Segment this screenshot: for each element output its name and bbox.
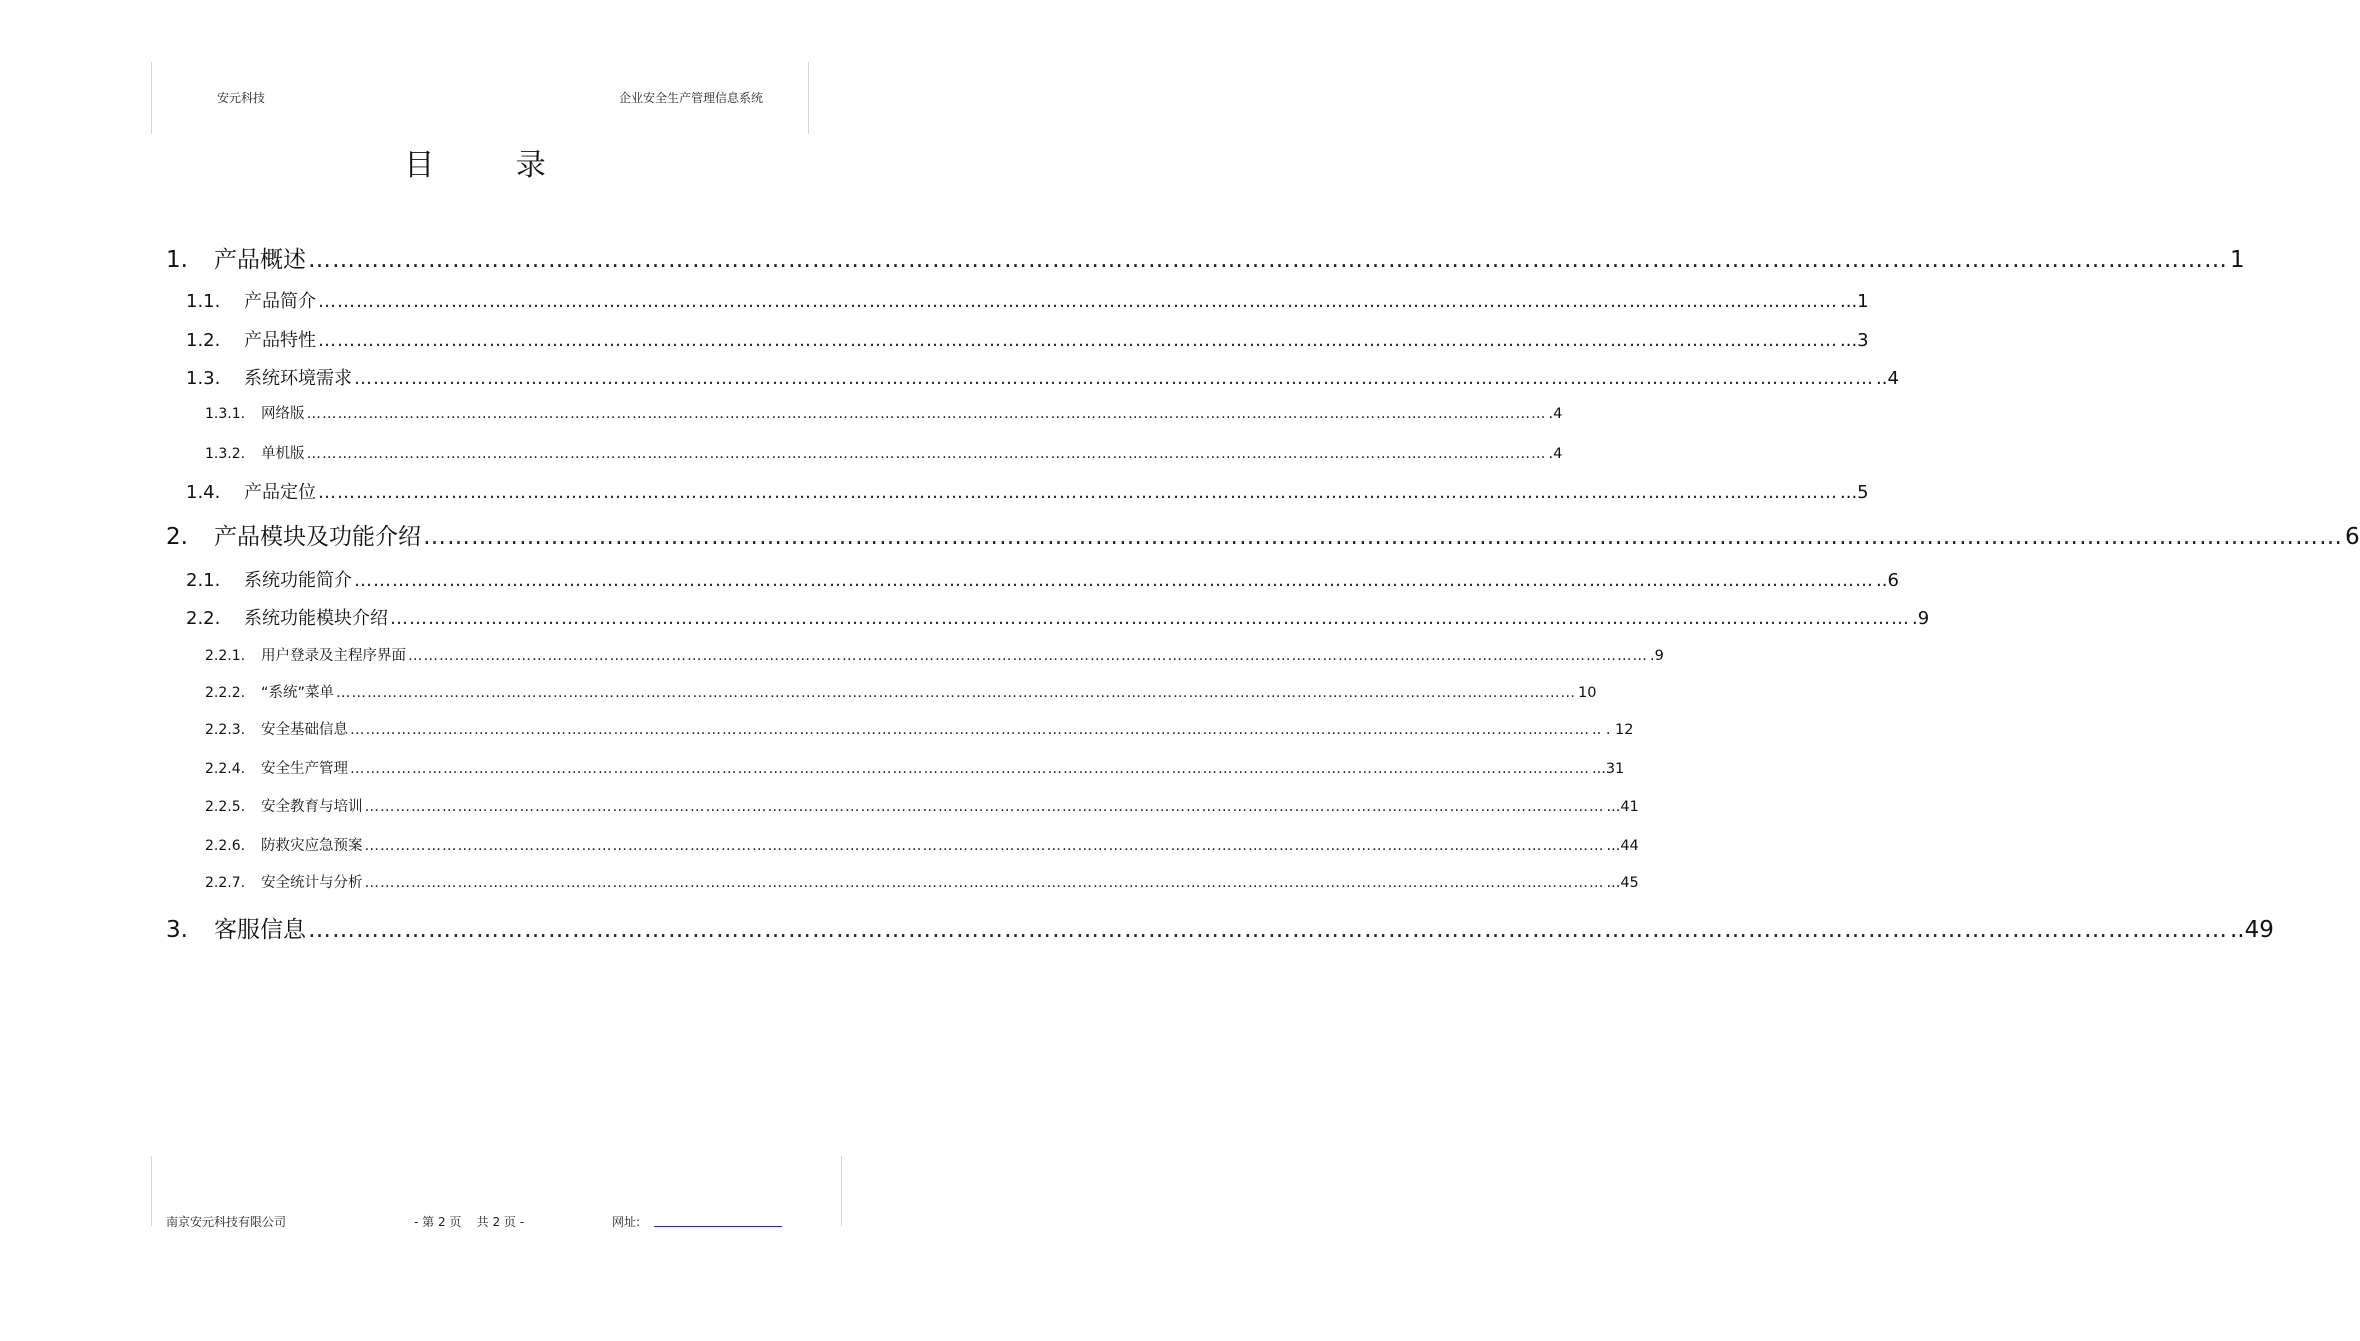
toc-entry-title: “系统”菜单 <box>261 685 335 701</box>
toc-entry[interactable] <box>186 326 1869 354</box>
toc-entry-page: ...31 <box>1592 761 1625 777</box>
toc-entry[interactable] <box>205 871 1639 895</box>
toc-entry-number: 2.2.7. <box>205 875 246 891</box>
toc-entry-page: ...5 <box>1840 482 1869 503</box>
toc-entry[interactable] <box>186 478 1869 506</box>
toc-entry[interactable] <box>205 795 1639 819</box>
toc-entry-number: 2.2.4. <box>205 761 246 777</box>
toc-dot-leader: …………………………………………………………………………………………………………………………………………………………………………………………………………………… <box>350 722 1590 738</box>
toc-entry-page: ...41 <box>1606 799 1639 815</box>
toc-entry-title: 系统环境需求 <box>244 368 352 389</box>
toc-entry-title: 产品模块及功能介绍 <box>214 524 421 550</box>
toc-dot-leader: …………………………………………………………………………………………………………………………………………………………………………………………………………………… <box>364 838 1605 854</box>
toc-entry-page: 10 <box>1578 685 1597 701</box>
toc-dot-leader: …………………………………………………………………………………………………………………………………………………………………………………………………………………… <box>306 446 1547 462</box>
toc-entry-page: 6 <box>2345 524 2360 550</box>
toc-entry[interactable] <box>205 834 1639 858</box>
toc-entry-title: 产品特性 <box>244 330 316 351</box>
toc-entry[interactable] <box>205 757 1625 781</box>
toc-entry-title: 系统功能模块介绍 <box>244 608 388 629</box>
toc-entry-page: ...1 <box>1840 291 1869 312</box>
toc-entry-page: ..4 <box>1876 368 1899 389</box>
toc-dot-leader: …………………………………………………………………………………………………………………………………………………………………………………………………………………… <box>354 570 1874 591</box>
toc-entry-number: 2.2.6. <box>205 838 246 854</box>
toc-entry[interactable] <box>205 718 1634 742</box>
footer-company: 南京安元科技有限公司 <box>166 1215 287 1229</box>
toc-entry[interactable] <box>205 442 1563 466</box>
toc-entry-number: 2.2.5. <box>205 799 246 815</box>
toc-entry-title: 单机版 <box>261 446 305 462</box>
toc-entry[interactable] <box>166 241 2245 275</box>
toc-entry-number: 1. <box>166 247 188 273</box>
toc-dot-leader: …………………………………………………………………………………………………………………………………………………………………………………………………………………… <box>306 406 1547 422</box>
website-link[interactable] <box>654 1226 782 1227</box>
footer-page-info: - 第 2 页 共 2 页 - <box>414 1215 525 1229</box>
toc-dot-leader: …………………………………………………………………………………………………………………………………………………………………………………………………………………… <box>354 368 1874 389</box>
toc-entry-number: 2.2.1. <box>205 648 246 664</box>
toc-dot-leader: …………………………………………………………………………………………………………………………………………………………………………………………………………………… <box>308 917 2228 943</box>
toc-entry-number: 1.4. <box>186 482 221 503</box>
toc-entry[interactable] <box>186 364 1899 392</box>
toc-entry-number: 2.2. <box>186 608 221 629</box>
toc-entry-page: .. . 12 <box>1592 722 1634 738</box>
toc-entry-title: 防救灾应急预案 <box>261 838 363 854</box>
toc-entry-title: 安全统计与分析 <box>261 875 363 891</box>
toc-entry-number: 1.3. <box>186 368 221 389</box>
toc-entry-number: 2.1. <box>186 570 221 591</box>
toc-entry-title: 产品简介 <box>244 291 316 312</box>
toc-entry-page: .4 <box>1548 446 1563 462</box>
toc-entry-number: 2. <box>166 524 188 550</box>
toc-entry-title: 网络版 <box>261 406 305 422</box>
page-title: 目 录 <box>404 148 582 183</box>
toc-entry-page: ...44 <box>1606 838 1639 854</box>
toc-entry-number: 2.2.3. <box>205 722 246 738</box>
toc-entry[interactable] <box>186 287 1869 315</box>
toc-entry-title: 产品定位 <box>244 482 316 503</box>
toc-entry[interactable] <box>205 644 1664 668</box>
toc-entry-number: 3. <box>166 917 188 943</box>
toc-dot-leader: …………………………………………………………………………………………………………………………………………………………………………………………………………………… <box>364 799 1605 815</box>
toc-entry[interactable] <box>186 604 1930 632</box>
toc-entry-title: 安全基础信息 <box>261 722 348 738</box>
toc-dot-leader: …………………………………………………………………………………………………………………………………………………………………………………………………………………… <box>318 482 1838 503</box>
toc-entry-page: ...45 <box>1606 875 1639 891</box>
toc-dot-leader: …………………………………………………………………………………………………………………………………………………………………………………………………………………… <box>423 524 2343 550</box>
toc-dot-leader: …………………………………………………………………………………………………………………………………………………………………………………………………………………… <box>408 648 1648 664</box>
toc-entry-title: 用户登录及主程序界面 <box>261 648 406 664</box>
toc-dot-leader: …………………………………………………………………………………………………………………………………………………………………………………………………………………… <box>308 247 2228 273</box>
toc-entry[interactable] <box>205 681 1597 705</box>
toc-entry[interactable] <box>186 566 1899 594</box>
toc-entry-number: 1.2. <box>186 330 221 351</box>
toc-entry-title: 安全生产管理 <box>261 761 348 777</box>
toc-entry-page: ...3 <box>1840 330 1869 351</box>
toc-dot-leader: …………………………………………………………………………………………………………………………………………………………………………………………………………………… <box>364 875 1605 891</box>
toc-entry-number: 2.2.2. <box>205 685 246 701</box>
toc-entry-number: 1.3.1. <box>205 406 246 422</box>
toc-entry-page: 1 <box>2230 247 2245 273</box>
toc-entry-number: 1.1. <box>186 291 221 312</box>
toc-entry-page: ..6 <box>1876 570 1899 591</box>
toc-entry-page: ..49 <box>2230 917 2274 943</box>
toc-dot-leader: …………………………………………………………………………………………………………………………………………………………………………………………………………………… <box>390 608 1910 629</box>
toc-entry-title: 产品概述 <box>214 247 306 273</box>
toc-entry-page: .9 <box>1912 608 1930 629</box>
toc-entry[interactable] <box>205 402 1563 426</box>
header-right-text: 企业安全生产管理信息系统 <box>619 91 764 105</box>
toc-entry-number: 1.3.2. <box>205 446 246 462</box>
toc-dot-leader: …………………………………………………………………………………………………………………………………………………………………………………………………………………… <box>350 761 1590 777</box>
toc-entry[interactable] <box>166 911 2274 945</box>
toc-entry[interactable] <box>166 518 2360 552</box>
toc-entry-page: .4 <box>1548 406 1563 422</box>
toc-entry-title: 系统功能简介 <box>244 570 352 591</box>
toc-entry-title: 安全教育与培训 <box>261 799 363 815</box>
header-left-text: 安元科技 <box>217 91 266 105</box>
footer-website-label: 网址: <box>612 1215 641 1229</box>
toc-entry-page: .9 <box>1650 648 1664 664</box>
toc-dot-leader: …………………………………………………………………………………………………………………………………………………………………………………………………………………… <box>336 685 1577 701</box>
toc-dot-leader: …………………………………………………………………………………………………………………………………………………………………………………………………………………… <box>318 330 1838 351</box>
toc-entry-title: 客服信息 <box>214 917 306 943</box>
toc-dot-leader: …………………………………………………………………………………………………………………………………………………………………………………………………………………… <box>318 291 1838 312</box>
